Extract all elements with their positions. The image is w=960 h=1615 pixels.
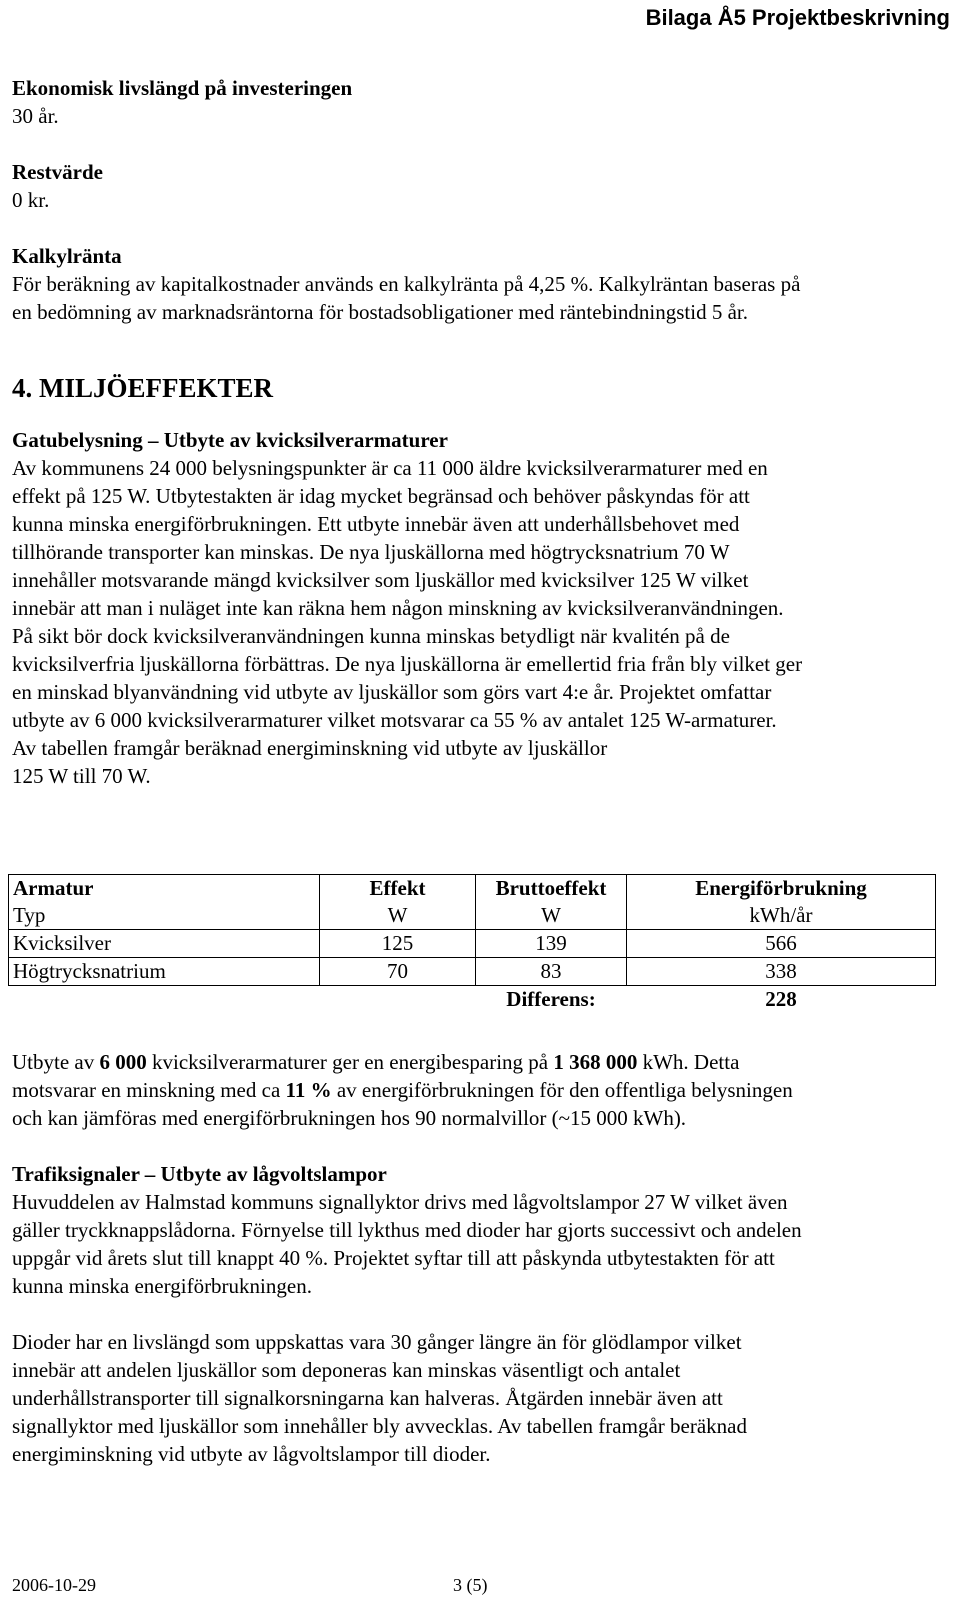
summary-text: och kan jämföras med energiförbrukningen hos 90 normalvillor (~15 000 kWh). [12, 1106, 687, 1130]
restvarde-heading: Restvärde [12, 160, 103, 184]
paragraph-line: uppgår vid årets slut till knappt 40 %. Projektet syftar till att påskynda utbytestakten för att [12, 1246, 775, 1270]
cell-energi: 338 [627, 958, 936, 986]
livslangd-value: 30 år. [12, 104, 59, 128]
paragraph-line: gäller tryckknappslådorna. Förnyelse till lykthus med dioder har gjorts successivt och andelen [12, 1218, 802, 1242]
gatubelysning-heading: Gatubelysning – Utbyte av kvicksilverarmaturer [12, 428, 448, 452]
summary-text: av energiförbrukningen för den offentliga belysningen [331, 1078, 793, 1102]
paragraph-line: Huvuddelen av Halmstad kommuns signallyktor drivs med lågvoltslampor 27 W vilket även [12, 1190, 788, 1214]
document-header-title: Bilaga Å5 Projektbeskrivning [645, 5, 950, 30]
column-header-armatur: Armatur [9, 875, 320, 903]
paragraph-line: kvicksilverfria ljuskällorna förbättras. De nya ljuskällorna är emellertid fria från bly vilket ger [12, 652, 803, 676]
column-header-effekt: Effekt [320, 875, 476, 903]
column-unit-energi: kWh/år [627, 902, 936, 930]
table-row [9, 958, 936, 986]
paragraph-line: Dioder har en livslängd som uppskattas vara 30 gånger längre än för glödlampor vilket [12, 1330, 742, 1354]
paragraph-line: signallyktor med ljuskällor som innehåller bly avvecklas. Av tabellen framgår beräknad [12, 1414, 747, 1438]
paragraph-line: tillhörande transporter kan minskas. De nya ljuskällorna med högtrycksnatrium 70 W [12, 540, 730, 564]
paragraph-line: en minskad blyanvändning vid utbyte av ljuskällor som görs vart 4:e år. Projektet omfattar [12, 680, 772, 704]
cell-effekt: 70 [320, 958, 476, 986]
paragraph-line: kunna minska energiförbrukningen. [12, 1274, 312, 1298]
paragraph-line: innebär att andelen ljuskällor som deponeras kan minskas väsentligt och antalet [12, 1358, 681, 1382]
paragraph-line: underhållstransporter till signalkorsningarna kan halveras. Åtgärden innebär även att [12, 1386, 723, 1410]
column-header-bruttoeffekt: Bruttoeffekt [476, 875, 627, 903]
trafiksignaler-heading: Trafiksignaler – Utbyte av lågvoltslampor [12, 1162, 387, 1186]
paragraph-line: innehåller motsvarande mängd kvicksilver som ljuskällor med kvicksilver 125 W vilket [12, 568, 749, 592]
paragraph-line: 125 W till 70 W. [12, 764, 151, 788]
footer-date: 2006-10-29 [12, 1575, 96, 1595]
summary-text: motsvarar en minskning med ca [12, 1078, 286, 1102]
summary-highlight: 1 368 000 [553, 1050, 638, 1074]
summary-text: Utbyte av [12, 1050, 100, 1074]
diff-label: Differens: [506, 987, 596, 1011]
table-header-row [9, 875, 936, 903]
footer-page-number: 3 (5) [453, 1575, 488, 1595]
paragraph-line: På sikt bör dock kvicksilveranvändningen kunna minskas betydligt när kvalitén på de [12, 624, 730, 648]
paragraph-line: utbyte av 6 000 kvicksilverarmaturer vilket motsvarar ca 55 % av antalet 125 W-armaturer. [12, 708, 777, 732]
livslangd-heading: Ekonomisk livslängd på investeringen [12, 76, 353, 100]
paragraph-line: energiminskning vid utbyte av lågvoltslampor till dioder. [12, 1442, 491, 1466]
table-unit-row [9, 902, 936, 930]
summary-text: kvicksilverarmaturer ger en energibesparing på [146, 1050, 554, 1074]
table-row [9, 930, 936, 958]
column-header-energiforbrukning: Energiförbrukning [627, 875, 936, 903]
cell-energi: 566 [627, 930, 936, 958]
summary-text: kWh. Detta [637, 1050, 740, 1074]
cell-brutto: 83 [476, 958, 627, 986]
paragraph-line: kunna minska energiförbrukningen. Ett utbyte innebär även att underhållsbehovet med [12, 512, 740, 536]
trafiksignaler-section [12, 1160, 947, 1300]
summary-paragraph [12, 1048, 947, 1132]
section-title: 4. MILJÖEFFEKTER [12, 373, 274, 403]
column-unit-brutto: W [476, 902, 627, 930]
cell-typ: Kvicksilver [9, 930, 320, 958]
paragraph-line: innebär att man i nuläget inte kan räkna hem någon minskning av kvicksilveranvändningen. [12, 596, 784, 620]
paragraph-line: effekt på 125 W. Utbytestakten är idag mycket begränsad och behöver påskyndas för att [12, 484, 750, 508]
kalkylranta-heading: Kalkylränta [12, 244, 122, 268]
summary-highlight: 6 000 [99, 1050, 147, 1074]
summary-highlight: 11 % [285, 1078, 332, 1102]
restvarde-value: 0 kr. [12, 188, 50, 212]
paragraph-line: Av tabellen framgår beräknad energiminskning vid utbyte av ljuskällor [12, 736, 608, 760]
energy-table [8, 874, 936, 1013]
kalkylranta-line: en bedömning av marknadsräntorna för bostadsobligationer med räntebindningstid 5 år. [12, 300, 748, 324]
paragraph-line: Av kommunens 24 000 belysningspunkter är ca 11 000 äldre kvicksilverarmaturer med en [12, 456, 768, 480]
column-unit-effekt: W [320, 902, 476, 930]
cell-effekt: 125 [320, 930, 476, 958]
dioder-section [12, 1328, 947, 1468]
cell-typ: Högtrycksnatrium [9, 958, 320, 986]
column-unit-typ: Typ [9, 902, 320, 930]
cell-brutto: 139 [476, 930, 627, 958]
table-diff-row [9, 986, 936, 1014]
diff-value: 228 [765, 987, 797, 1011]
kalkylranta-line: För beräkning av kapitalkostnader används en kalkylränta på 4,25 %. Kalkylräntan baseras på [12, 272, 801, 296]
main-content [12, 74, 947, 790]
